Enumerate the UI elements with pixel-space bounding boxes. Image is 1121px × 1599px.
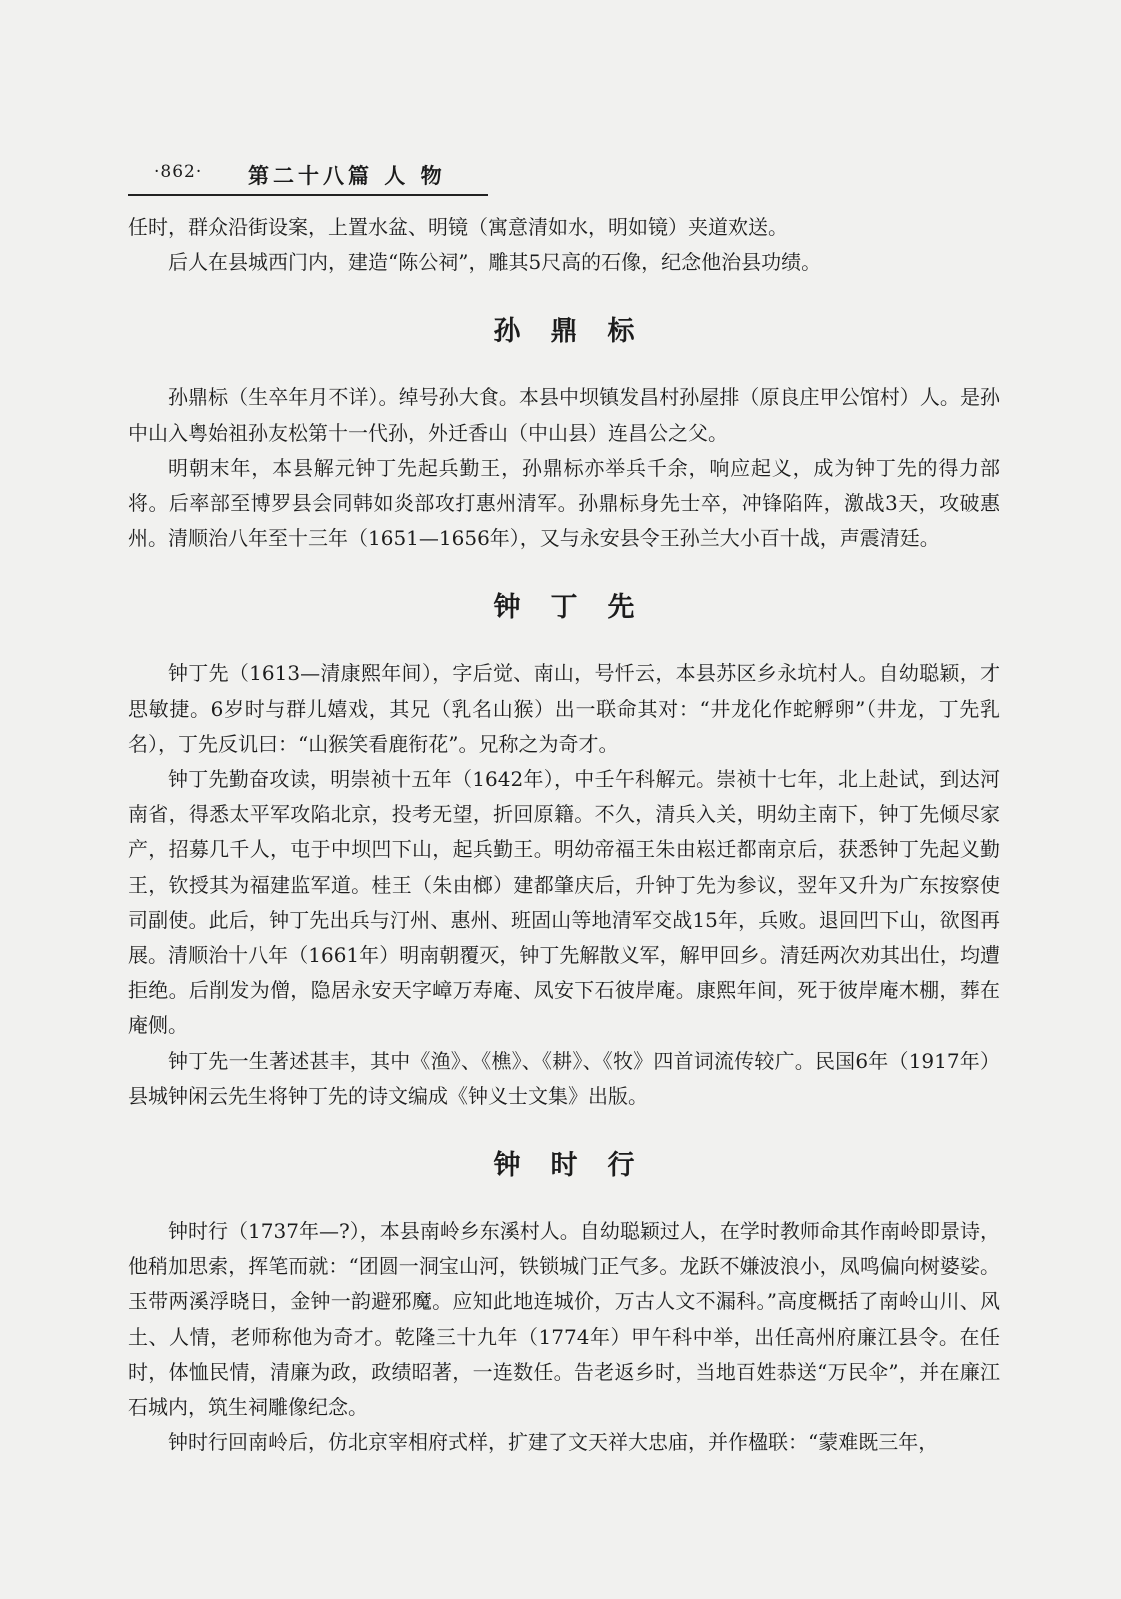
section-paragraph: 钟丁先一生著述甚丰，其中《渔》、《樵》、《耕》、《牧》四首词流传较广。民国6年（1917年）县城钟闲云先生将钟丁先的诗文编成《钟义士文集》出版。: [128, 1048, 1000, 1108]
intro-paragraph-1: 任时，群众沿街设案，上置水盆、明镜（寓意清如水，明如镜）夹道欢送。: [128, 215, 788, 239]
page-number: ·862·: [154, 162, 203, 182]
section-title-zhong-dingxian: 钟丁先: [493, 592, 665, 624]
section-title-zhong-shixing: 钟时行: [493, 1150, 665, 1182]
section-paragraph: 明朝末年，本县解元钟丁先起兵勤王，孙鼎标亦举兵千余，响应起义，成为钟丁先的得力部将。后率部至博罗县会同韩如炎部攻打惠州清军。孙鼎标身先士卒，冲锋陷阵，激战3天，攻破惠州。清顺治八年至十三年（1651—1656年），又与永安县令王孙兰大小百十战，声震清廷。: [128, 455, 1000, 551]
section-paragraph: 钟时行（1737年—?），本县南岭乡东溪村人。自幼聪颖过人，在学时教师命其作南岭即景诗，他稍加思索，挥笔而就：“团圆一洞宝山河，铁锁城门正气多。龙跃不嫌波浪小，凤鸣偏向树婆娑。玉带两溪浮晓日，金钟一韵避邪魔。应知此地连城价，万古人文不漏科。”高度概括了南岭山川、风土、人情，老师称他为奇才。乾隆三十九年（1774年）甲午科中举，出任高州府廉江县令。在任时，体恤民情，清廉为政，政绩昭著，一连数任。告老返乡时，当地百姓恭送“万民伞”，并在廉江石城内，筑生祠雕像纪念。: [128, 1219, 1000, 1420]
section-paragraph: 钟时行回南岭后，仿北京宰相府式样，扩建了文天祥大忠庙，并作楹联：“蒙难既三年，: [168, 1430, 939, 1455]
section-paragraph: 钟丁先勤奋攻读，明崇祯十五年（1642年），中壬午科解元。崇祯十七年，北上赴试，到达河南省，得悉太平军攻陷北京，投考无望，折回原籍。不久，清兵入关，明幼主南下，钟丁先倾尽家产，招募几千人，屯于中坝凹下山，起兵勤王。明幼帝福王朱由崧迁都南京后，获悉钟丁先起义勤王，钦授其为福建监军道。桂王（朱由榔）建都肇庆后，升钟丁先为参议，翌年又升为广东按察使司副使。此后，钟丁先出兵与汀州、惠州、班固山等地清军交战15年，兵败。退回凹下山，欲图再展。清顺治十八年（1661年）明南朝覆灭，钟丁先解散义军，解甲回乡。清廷两次劝其出仕，均遭拒绝。后削发为僧，隐居永安天字嶂万寿庵、凤安下石彼岸庵。康熙年间，死于彼岸庵木棚，葬在庵侧。: [128, 767, 1000, 1038]
chapter-title: 第二十八篇 人 物: [248, 164, 446, 188]
section-paragraph: 孙鼎标（生卒年月不详）。绰号孙大食。本县中坝镇发昌村孙屋排（原良庄甲公馆村）人。是孙中山入粤始祖孙友松第十一代孙，外迁香山（中山县）连昌公之父。: [128, 385, 1000, 445]
page-body: [128, 210, 1000, 1460]
intro-paragraph-2: 后人在县城西门内，建造“陈公祠”，雕其5尺高的石像，纪念他治县功绩。: [168, 250, 822, 275]
section-paragraph: 钟丁先（1613—清康熙年间），字后觉、南山，号忏云，本县苏区乡永坑村人。自幼聪颖，才思敏捷。6岁时与群儿嬉戏，其兄（乳名山猴）出一联命其对：“井龙化作蛇孵卵”（井龙，丁先乳名），丁先反讥曰：“山猴笑看鹿衔花”。兄称之为奇才。: [128, 661, 1000, 756]
page-header: [128, 160, 488, 196]
section-title-sun-dingbiao: 孙鼎标: [493, 316, 665, 348]
